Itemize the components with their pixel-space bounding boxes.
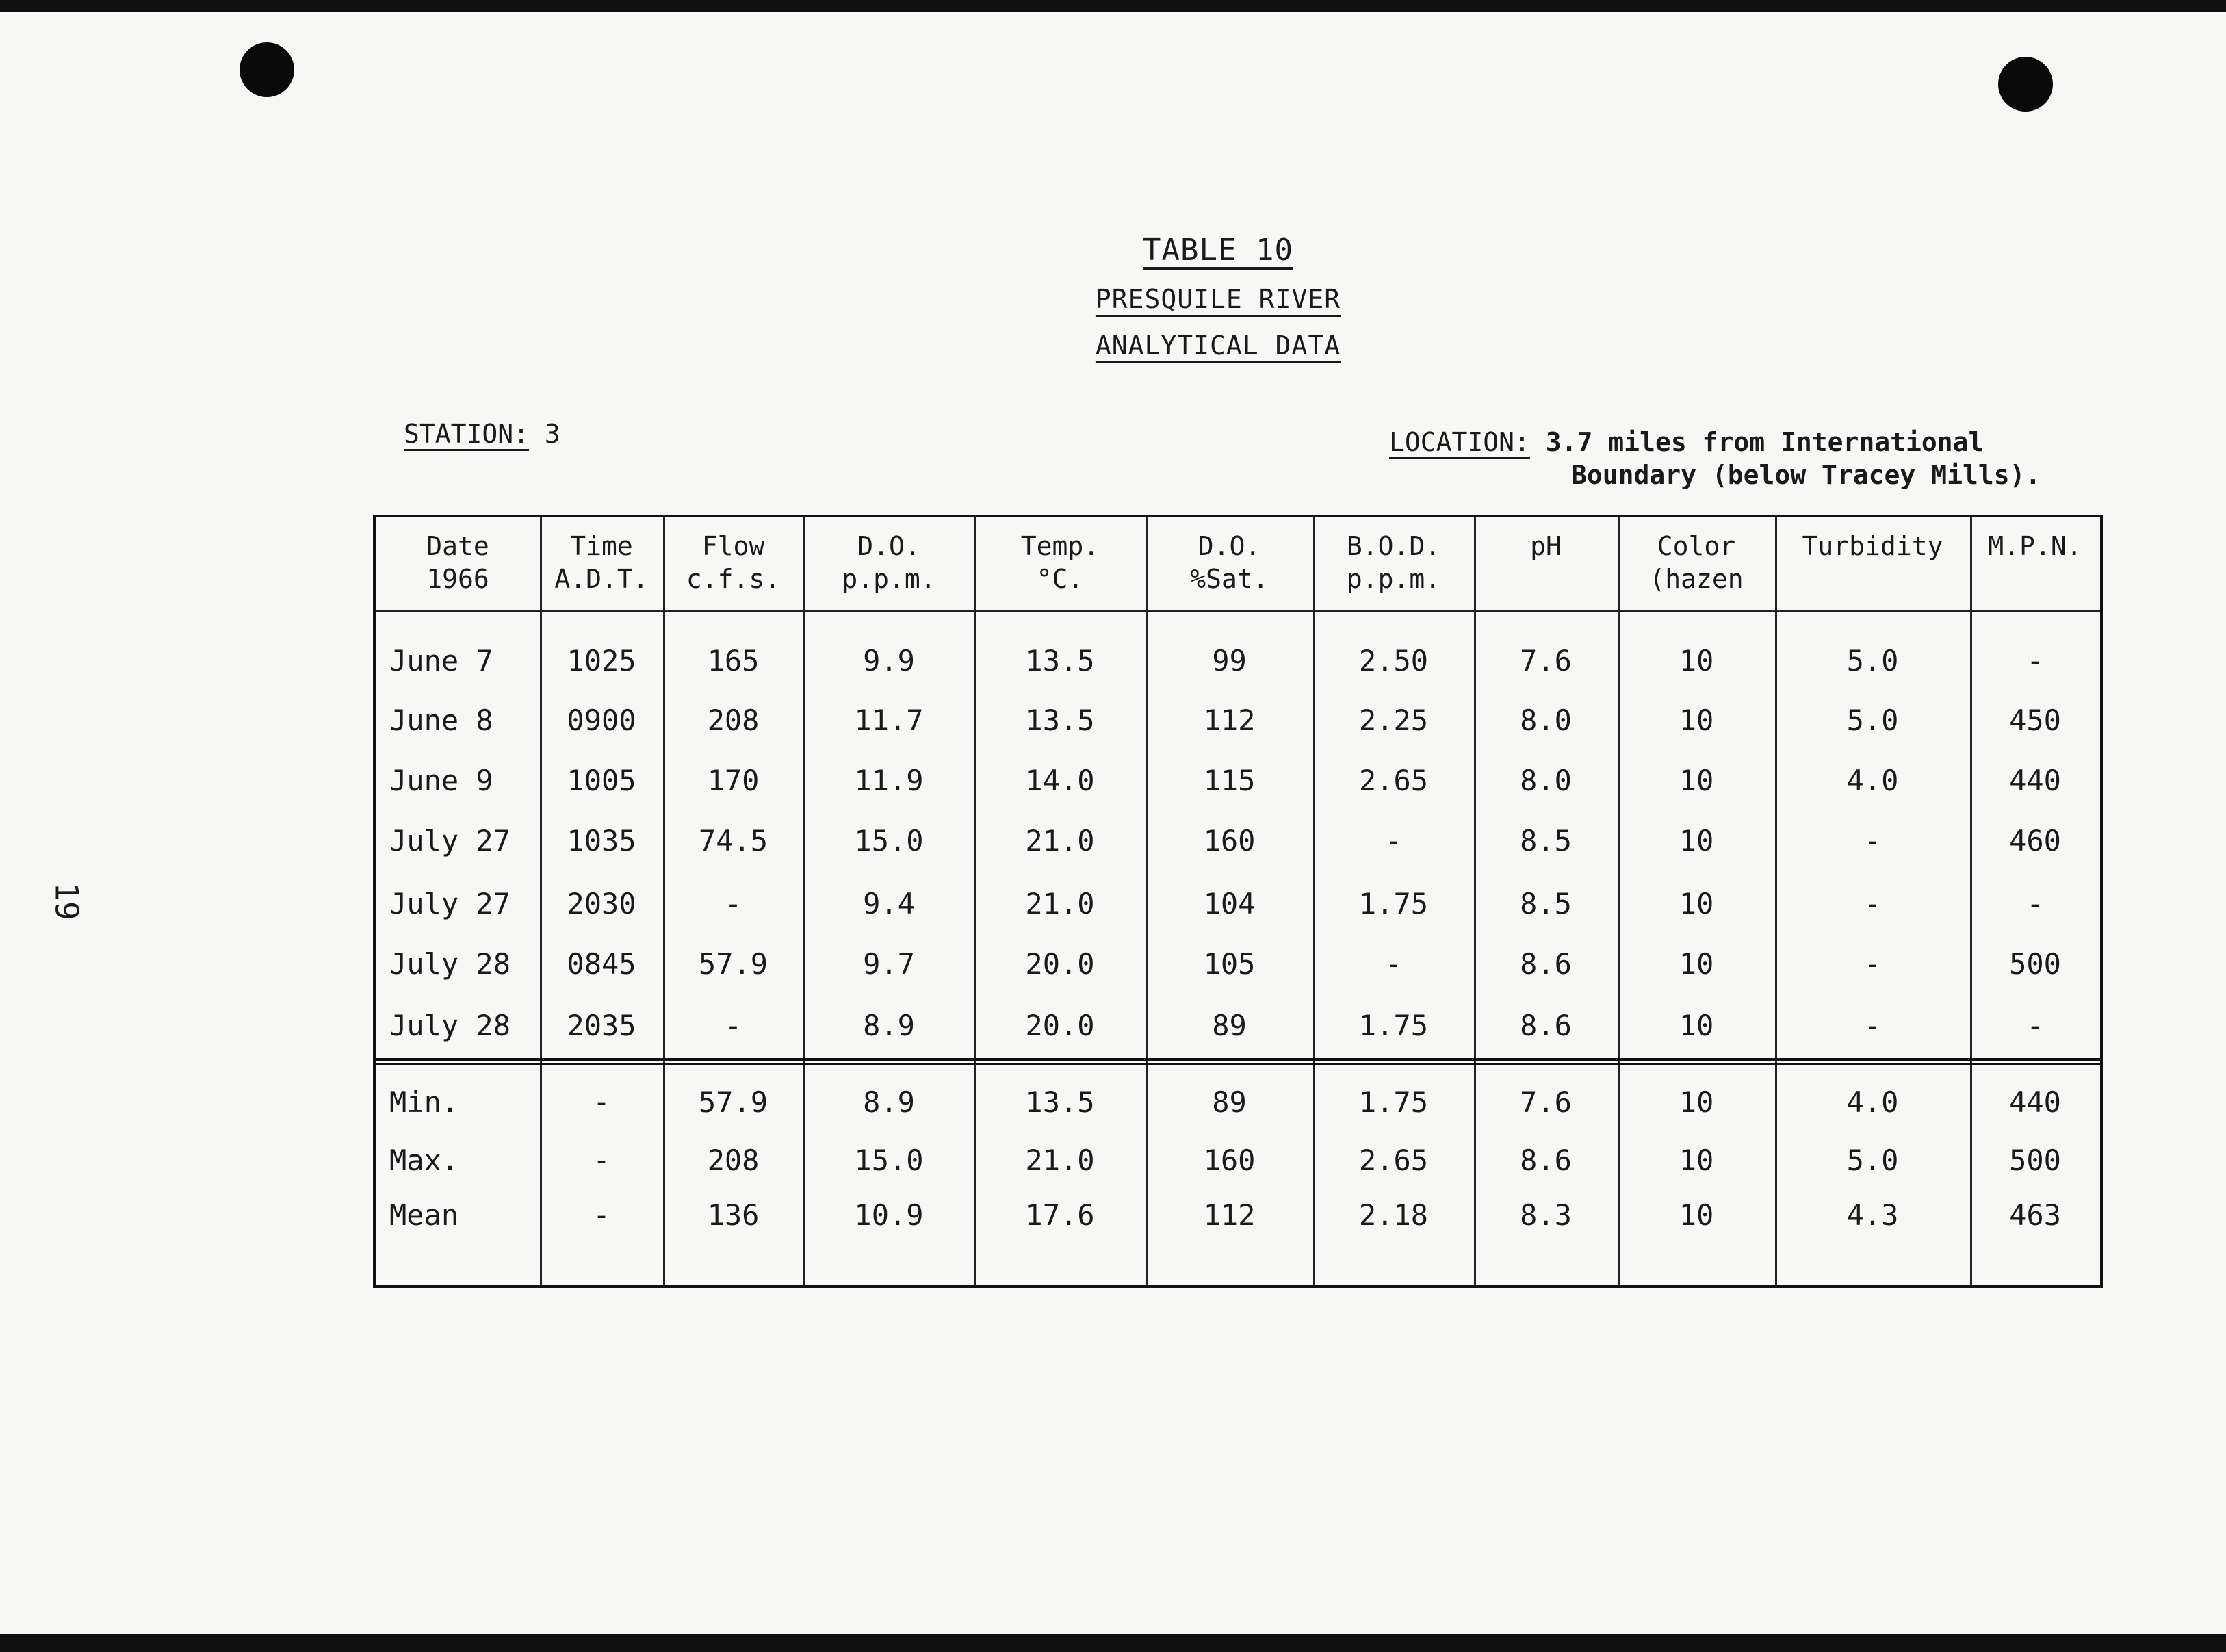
row-cell-bod: 2.50 bbox=[1358, 644, 1429, 677]
summary-cell-temp: 21.0 bbox=[1025, 1144, 1095, 1177]
row-cell-do-ppm: 9.7 bbox=[863, 947, 915, 981]
row-cell-do-ppm: 9.4 bbox=[863, 887, 915, 920]
row-cell-date: June 9 bbox=[389, 764, 493, 797]
row-cell-color: 10 bbox=[1679, 704, 1714, 737]
row-cell-do-sat: 112 bbox=[1203, 704, 1256, 737]
row-cell-temp: 20.0 bbox=[1025, 947, 1095, 981]
station-label: STATION: bbox=[404, 419, 530, 449]
row-cell-turbidity: 5.0 bbox=[1846, 704, 1899, 737]
row-cell-color: 10 bbox=[1679, 887, 1714, 920]
summary-cell-turbidity: 4.0 bbox=[1846, 1085, 1899, 1119]
table-subtitle: ANALYTICAL DATA bbox=[1095, 331, 1341, 361]
row-cell-bod: 2.25 bbox=[1358, 704, 1429, 737]
row-cell-bod: 2.65 bbox=[1358, 764, 1429, 797]
summary-cell-date: Mean bbox=[389, 1198, 459, 1232]
header-rule bbox=[376, 610, 2100, 612]
row-cell-temp: 21.0 bbox=[1025, 887, 1095, 920]
row-cell-flow: 57.9 bbox=[698, 947, 768, 981]
summary-cell-time: - bbox=[593, 1144, 610, 1177]
row-cell-flow: 74.5 bbox=[698, 824, 768, 857]
row-cell-do-ppm: 9.9 bbox=[863, 644, 915, 677]
summary-cell-bod: 2.18 bbox=[1358, 1198, 1429, 1232]
row-cell-flow: - bbox=[724, 1009, 742, 1042]
summary-cell-do-ppm: 10.9 bbox=[854, 1198, 924, 1232]
location-line-1: 3.7 miles from International bbox=[1545, 427, 1984, 457]
summary-cell-flow: 136 bbox=[707, 1198, 760, 1232]
summary-cell-date: Min. bbox=[389, 1085, 459, 1119]
row-cell-date: July 27 bbox=[389, 887, 511, 920]
summary-cell-turbidity: 4.3 bbox=[1846, 1198, 1899, 1232]
summary-cell-do-ppm: 8.9 bbox=[863, 1085, 915, 1119]
row-cell-color: 10 bbox=[1679, 1009, 1714, 1042]
row-cell-time: 2030 bbox=[567, 887, 636, 920]
row-cell-temp: 13.5 bbox=[1025, 644, 1095, 677]
row-cell-turbidity: - bbox=[1863, 947, 1882, 981]
table-title bbox=[890, 233, 1546, 377]
row-cell-date: July 28 bbox=[389, 1009, 511, 1042]
summary-cell-ph: 8.6 bbox=[1520, 1144, 1572, 1177]
row-cell-do-sat: 89 bbox=[1212, 1009, 1247, 1042]
row-cell-flow: 208 bbox=[707, 704, 760, 737]
row-cell-temp: 13.5 bbox=[1025, 704, 1095, 737]
column-header-time: Time A.D.T. bbox=[554, 531, 649, 594]
summary-cell-flow: 57.9 bbox=[698, 1085, 768, 1119]
summary-cell-turbidity: 5.0 bbox=[1846, 1144, 1899, 1177]
row-cell-bod: 1.75 bbox=[1358, 1009, 1429, 1042]
page-number: 19 bbox=[48, 882, 86, 920]
row-cell-ph: 8.6 bbox=[1520, 1009, 1572, 1042]
row-cell-mpn: 500 bbox=[2009, 947, 2061, 981]
summary-cell-mpn: 463 bbox=[2009, 1198, 2061, 1232]
row-cell-do-ppm: 15.0 bbox=[854, 824, 924, 857]
row-cell-ph: 8.5 bbox=[1520, 824, 1572, 857]
summary-cell-color: 10 bbox=[1679, 1085, 1714, 1119]
summary-cell-mpn: 440 bbox=[2009, 1085, 2061, 1119]
row-cell-ph: 8.5 bbox=[1520, 887, 1572, 920]
row-cell-mpn: 460 bbox=[2009, 824, 2061, 857]
column-header-do-sat: D.O. %Sat. bbox=[1190, 531, 1269, 594]
station-info bbox=[404, 419, 560, 449]
summary-cell-flow: 208 bbox=[707, 1144, 760, 1177]
row-cell-mpn: 450 bbox=[2009, 704, 2061, 737]
summary-cell-color: 10 bbox=[1679, 1198, 1714, 1232]
table-number: TABLE 10 bbox=[1143, 233, 1293, 268]
summary-cell-bod: 1.75 bbox=[1358, 1085, 1429, 1119]
summary-cell-mpn: 500 bbox=[2009, 1144, 2061, 1177]
row-cell-time: 0900 bbox=[567, 704, 636, 737]
row-cell-time: 0845 bbox=[567, 947, 636, 981]
column-header-mpn: M.P.N. bbox=[1988, 531, 2082, 561]
summary-cell-do-sat: 89 bbox=[1212, 1085, 1247, 1119]
summary-cell-do-ppm: 15.0 bbox=[854, 1144, 924, 1177]
row-cell-do-sat: 99 bbox=[1212, 644, 1247, 677]
row-cell-time: 1005 bbox=[567, 764, 636, 797]
row-cell-do-ppm: 8.9 bbox=[863, 1009, 915, 1042]
location-label: LOCATION: bbox=[1389, 427, 1530, 457]
row-cell-turbidity: 5.0 bbox=[1846, 644, 1899, 677]
row-cell-ph: 8.0 bbox=[1520, 704, 1572, 737]
analytical-data-table bbox=[373, 515, 2103, 1288]
summary-cell-bod: 2.65 bbox=[1358, 1144, 1429, 1177]
bottom-scan-edge bbox=[0, 1634, 2226, 1652]
column-header-bod: B.O.D. p.p.m. bbox=[1346, 531, 1441, 594]
summary-cell-do-sat: 160 bbox=[1203, 1144, 1256, 1177]
row-cell-color: 10 bbox=[1679, 824, 1714, 857]
row-cell-bod: - bbox=[1384, 824, 1403, 857]
row-cell-mpn: - bbox=[2026, 1009, 2044, 1042]
row-cell-do-ppm: 11.7 bbox=[854, 704, 924, 737]
summary-cell-temp: 17.6 bbox=[1025, 1198, 1095, 1232]
row-cell-do-sat: 105 bbox=[1203, 947, 1256, 981]
row-cell-temp: 14.0 bbox=[1025, 764, 1095, 797]
row-cell-flow: 170 bbox=[707, 764, 760, 797]
summary-cell-do-sat: 112 bbox=[1203, 1198, 1256, 1232]
row-cell-mpn: - bbox=[2026, 887, 2044, 920]
summary-rule bbox=[376, 1058, 2100, 1065]
row-cell-time: 2035 bbox=[567, 1009, 636, 1042]
row-cell-color: 10 bbox=[1679, 644, 1714, 677]
row-cell-date: July 28 bbox=[389, 947, 511, 981]
row-cell-do-sat: 160 bbox=[1203, 824, 1256, 857]
column-header-color: Color (hazen bbox=[1649, 531, 1744, 594]
punch-hole-left bbox=[240, 42, 294, 97]
column-header-flow: Flow c.f.s. bbox=[686, 531, 781, 594]
summary-cell-temp: 13.5 bbox=[1025, 1085, 1095, 1119]
row-cell-flow: - bbox=[724, 887, 742, 920]
row-cell-date: June 7 bbox=[389, 644, 493, 677]
row-cell-mpn: 440 bbox=[2009, 764, 2061, 797]
row-cell-ph: 8.6 bbox=[1520, 947, 1572, 981]
river-name: PRESQUILE RIVER bbox=[1095, 284, 1341, 314]
row-cell-turbidity: - bbox=[1863, 887, 1882, 920]
row-cell-turbidity: 4.0 bbox=[1846, 764, 1899, 797]
row-cell-time: 1035 bbox=[567, 824, 636, 857]
station-value: 3 bbox=[544, 419, 560, 449]
row-cell-temp: 21.0 bbox=[1025, 824, 1095, 857]
summary-cell-color: 10 bbox=[1679, 1144, 1714, 1177]
location-line-2: Boundary (below Tracey Mills). bbox=[1571, 460, 2041, 490]
top-scan-edge bbox=[0, 0, 2226, 12]
row-cell-flow: 165 bbox=[707, 644, 760, 677]
row-cell-temp: 20.0 bbox=[1025, 1009, 1095, 1042]
row-cell-turbidity: - bbox=[1863, 1009, 1882, 1042]
row-cell-color: 10 bbox=[1679, 947, 1714, 981]
column-header-date: Date 1966 bbox=[426, 531, 489, 594]
summary-cell-ph: 8.3 bbox=[1520, 1198, 1572, 1232]
summary-cell-ph: 7.6 bbox=[1520, 1085, 1572, 1119]
row-cell-do-sat: 115 bbox=[1203, 764, 1256, 797]
location-info bbox=[1389, 426, 2041, 491]
punch-hole-right bbox=[1998, 57, 2053, 112]
summary-cell-time: - bbox=[593, 1085, 610, 1119]
row-cell-bod: 1.75 bbox=[1358, 887, 1429, 920]
column-header-do-ppm: D.O. p.p.m. bbox=[842, 531, 936, 594]
column-header-turbidity: Turbidity bbox=[1802, 531, 1943, 561]
row-cell-do-sat: 104 bbox=[1203, 887, 1256, 920]
row-cell-ph: 8.0 bbox=[1520, 764, 1572, 797]
row-cell-time: 1025 bbox=[567, 644, 636, 677]
row-cell-date: July 27 bbox=[389, 824, 511, 857]
row-cell-do-ppm: 11.9 bbox=[854, 764, 924, 797]
column-header-ph: pH bbox=[1530, 531, 1562, 561]
row-cell-date: June 8 bbox=[389, 704, 493, 737]
row-cell-ph: 7.6 bbox=[1520, 644, 1572, 677]
row-cell-color: 10 bbox=[1679, 764, 1714, 797]
row-cell-bod: - bbox=[1384, 947, 1403, 981]
summary-cell-time: - bbox=[593, 1198, 610, 1232]
summary-cell-date: Max. bbox=[389, 1144, 459, 1177]
column-header-temp: Temp. °C. bbox=[1020, 531, 1100, 594]
row-cell-turbidity: - bbox=[1863, 824, 1882, 857]
row-cell-mpn: - bbox=[2026, 644, 2044, 677]
